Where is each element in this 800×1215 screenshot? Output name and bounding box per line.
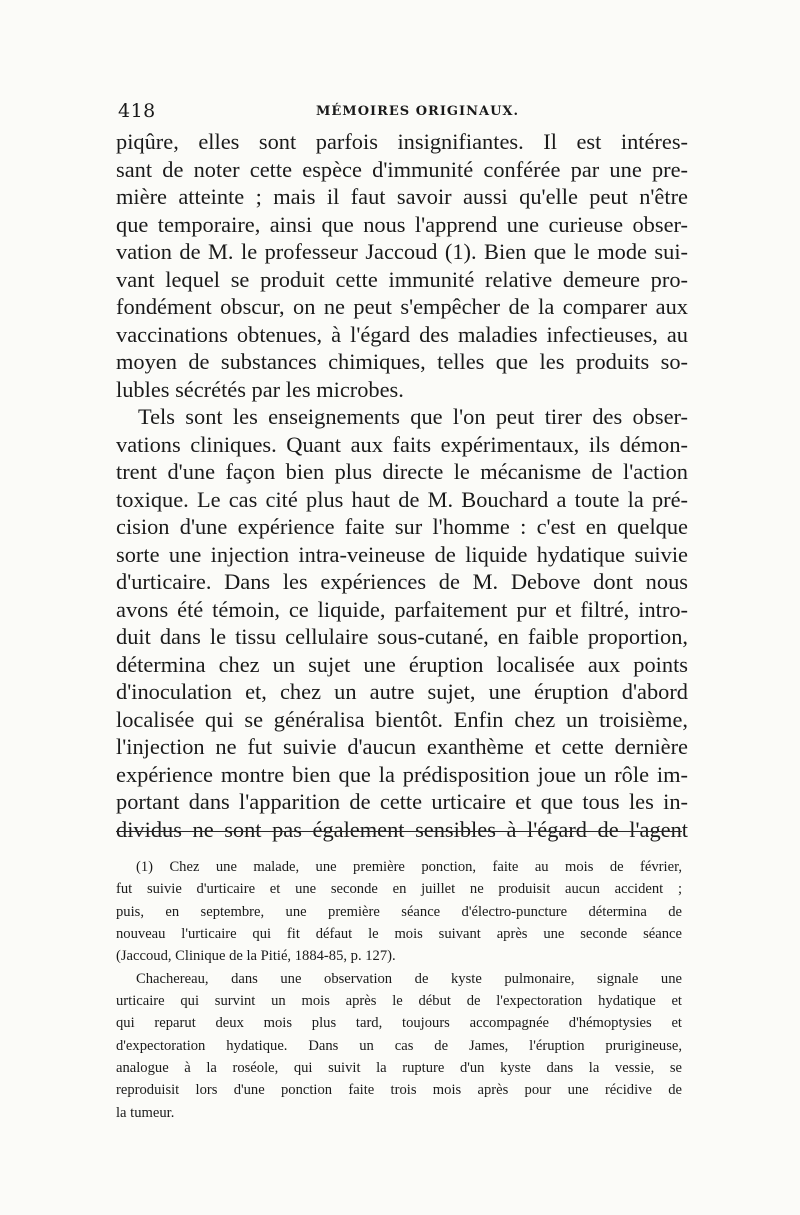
text-line: vations cliniques. Quant aux faits expérimentaux, ils démon- <box>116 431 688 457</box>
text-line: duit dans le tissu cellulaire sous-cutané, en faible proportion, <box>116 624 688 649</box>
footnote-line: d'expectoration hydatique. Dans un cas de James, l'éruption prurigineuse, <box>116 1037 682 1054</box>
footnote-line: la tumeur. <box>116 1104 175 1121</box>
text-line: détermina chez un sujet une éruption localisée aux points <box>116 651 688 677</box>
text-line: vation de M. le professeur Jaccoud (1). Bien que le mode sui- <box>116 239 688 264</box>
text-line: dividus ne sont pas également sensibles à l'égard de l'agent <box>116 816 688 842</box>
text-line: d'inoculation et, chez un autre sujet, une éruption d'abord <box>116 679 688 704</box>
text-line: trent d'une façon bien plus directe le mécanisme de l'action <box>116 459 688 484</box>
footnote-line: puis, en septembre, une première séance d'électro-puncture détermina de <box>116 903 682 920</box>
footnote-line: (1) Chez une malade, une première ponction, faite au mois de février, <box>136 859 682 875</box>
text-line: que temporaire, ainsi que nous l'apprend une curieuse obser- <box>116 211 688 237</box>
footnote-line: analogue à la roséole, qui suivit la rupture d'un kyste dans la vessie, se <box>116 1060 682 1077</box>
footnote-line: reproduisit lors d'une ponction faite trois mois après pour une récidive de <box>116 1082 682 1099</box>
text-line: Tels sont les enseignements que l'on peut tirer des obser- <box>138 404 688 429</box>
footnote-line: (Jaccoud, Clinique de la Pitié, 1884-85, p. 127). <box>116 948 396 965</box>
footnote-line: urticaire qui survint un mois après le début de l'expectoration hydatique et <box>116 993 682 1010</box>
footnote-line: fut suivie d'urticaire et une seconde en juillet ne produisit aucun accident ; <box>116 881 682 898</box>
text-line: piqûre, elles sont parfois insignifiantes. Il est intéres- <box>116 129 688 154</box>
text-line: moyen de substances chimiques, telles que les produits so- <box>116 349 688 374</box>
main-text <box>116 128 688 843</box>
footnote-line: nouveau l'urticaire qui fit défaut le mois suivant après une seconde séance <box>116 926 682 943</box>
page-header <box>118 100 688 122</box>
text-line: l'injection ne fut suivie d'aucun exanthème et cette dernière <box>116 734 688 759</box>
text-line: fondément obscur, on ne peut s'empêcher de la comparer aux <box>116 294 688 319</box>
footnote-line: Chachereau, dans une observation de kyste pulmonaire, signale une <box>136 970 682 987</box>
footnotes <box>116 856 682 1124</box>
text-line: vaccinations obtenues, à l'égard des maladies infectieuses, au <box>116 321 688 347</box>
text-line: sorte une injection intra-veineuse de liquide hydatique suivie <box>116 541 688 567</box>
running-title: MÉMOIRES ORIGINAUX. <box>316 104 520 119</box>
text-line: toxique. Le cas cité plus haut de M. Bouchard a toute la pré- <box>116 486 688 512</box>
text-line: sant de noter cette espèce d'immunité conférée par une pre- <box>116 156 688 182</box>
text-line: mière atteinte ; mais il faut savoir aussi qu'elle peut n'être <box>116 184 688 209</box>
text-line: d'urticaire. Dans les expériences de M. Debove dont nous <box>116 569 688 594</box>
text-line: localisée qui se généralisa bientôt. Enfin chez un troisième, <box>116 706 688 732</box>
text-line: lubles sécrétés par les microbes. <box>116 376 404 402</box>
text-line: vant lequel se produit cette immunité relative demeure pro- <box>116 266 688 292</box>
footnote-separator <box>116 831 682 832</box>
text-line: expérience montre bien que la prédisposition joue un rôle im- <box>116 761 688 787</box>
text-line: avons été témoin, ce liquide, parfaitement pur et filtré, intro- <box>116 596 688 622</box>
text-line: portant dans l'apparition de cette urticaire et que tous les in- <box>116 789 688 814</box>
footnote-line: qui reparut deux mois plus tard, toujours accompagnée d'hémoptysies et <box>116 1015 682 1032</box>
page-number: 418 <box>118 100 156 122</box>
text-line: cision d'une expérience faite sur l'homme : c'est en quelque <box>116 514 688 539</box>
